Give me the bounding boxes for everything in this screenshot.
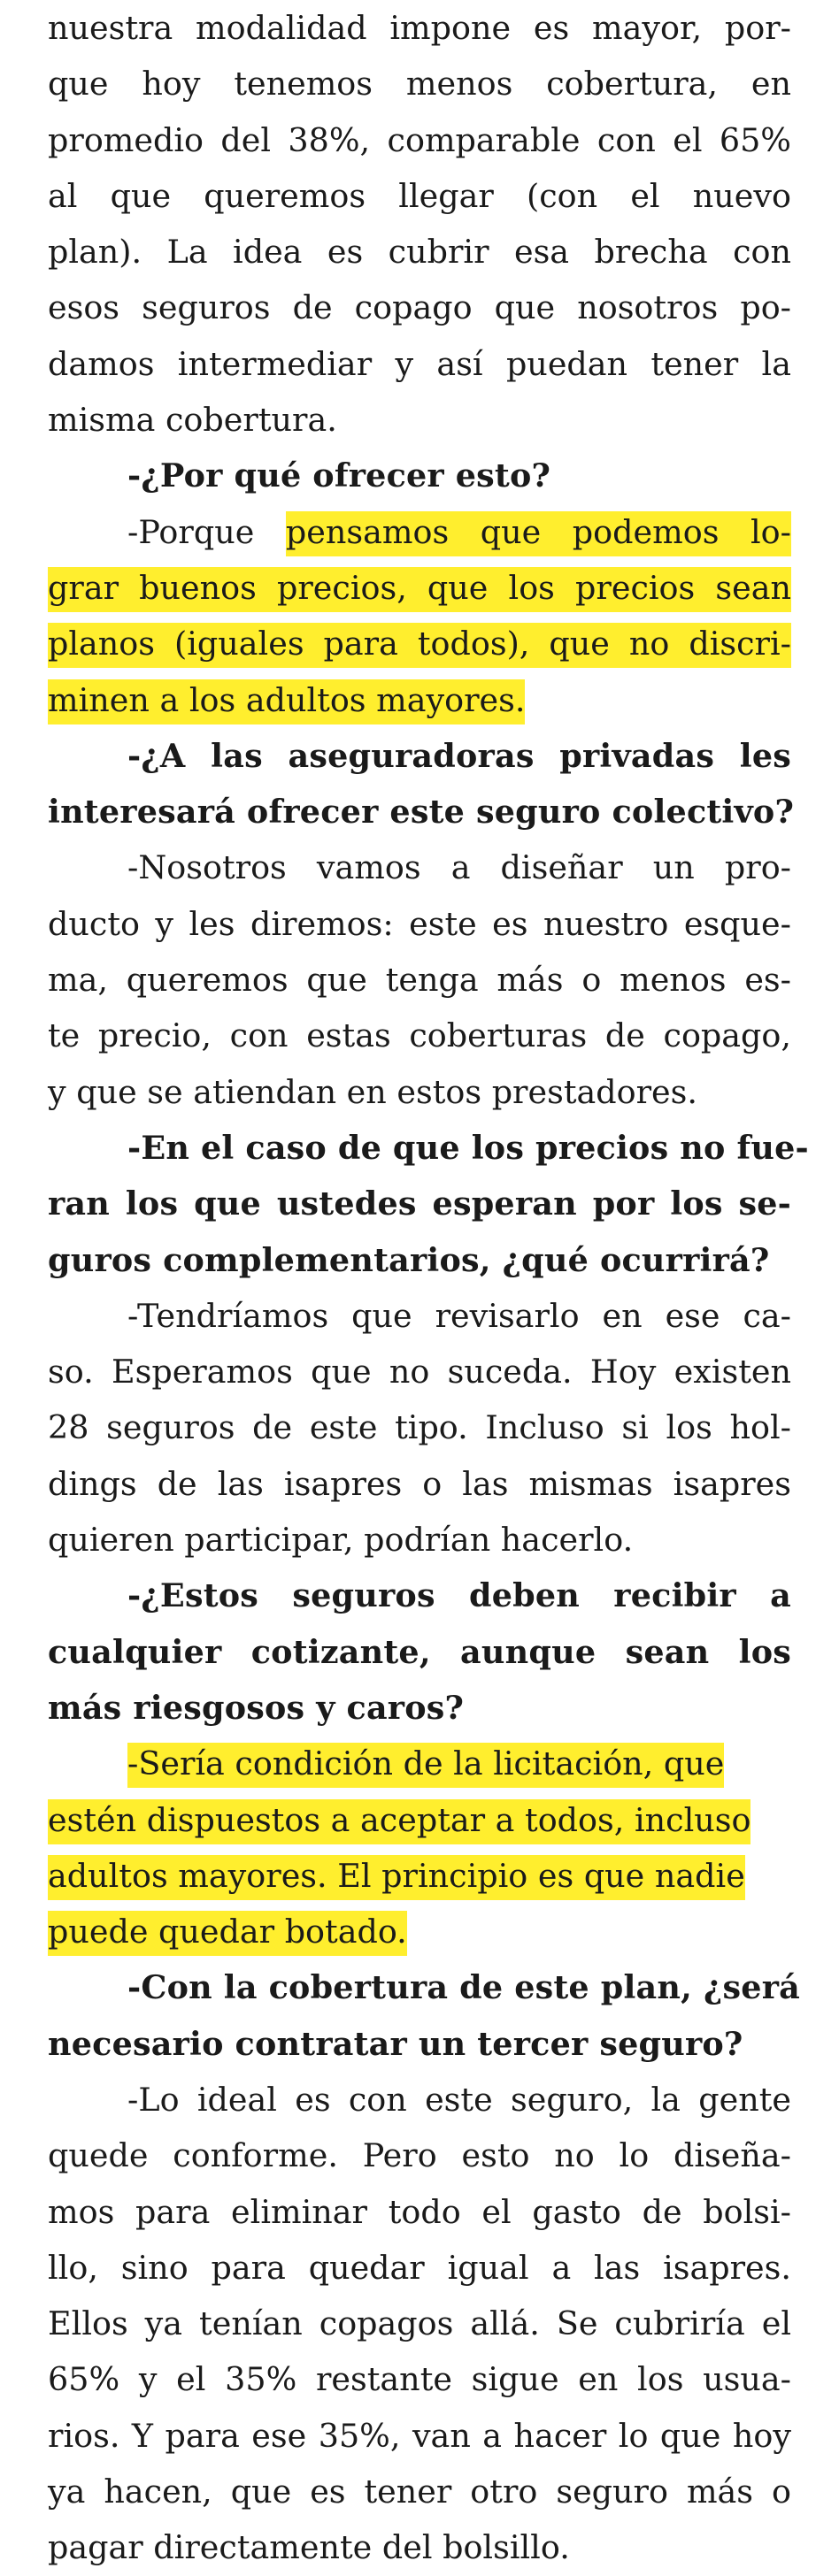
question-5 <box>48 1959 800 2072</box>
text-line <box>48 1904 791 1959</box>
text-line: 28 seguros de este tipo. Incluso si los hol- <box>48 1408 791 1447</box>
question-1 <box>48 448 791 503</box>
highlighted-text: planos (iguales para todos), que no discri- <box>48 623 791 668</box>
answer-3 <box>48 1288 791 1568</box>
answer-5 <box>48 2072 791 2576</box>
text-line: 65% y el 35% restante sigue en los usua- <box>48 2360 791 2399</box>
highlighted-text: grar buenos precios, que los precios sean <box>48 567 791 612</box>
text-line: dings de las isapres o las mismas isapres <box>48 1464 791 1503</box>
question-2 <box>48 728 795 840</box>
text-line: -Nosotros vamos a diseñar un pro- <box>127 848 791 887</box>
text-line <box>48 1792 791 1848</box>
highlighted-text: estén dispuestos a aceptar a todos, incluso <box>48 1799 750 1844</box>
highlighted-text: adultos mayores. El principio es que nadie <box>48 1855 745 1900</box>
text-line: al que queremos llegar (con el nuevo <box>48 176 791 215</box>
text-line <box>48 672 791 728</box>
question-line: necesario contratar un tercer seguro? <box>48 2024 743 2063</box>
answer-4 <box>48 1736 791 1959</box>
highlighted-text: minen a los adultos mayores. <box>48 679 525 724</box>
highlighted-text: puede quedar botado. <box>48 1911 407 1956</box>
answer-1 <box>48 504 791 728</box>
text-line: Ellos ya tenían copagos allá. Se cubriría el <box>48 2304 791 2343</box>
text-line: que hoy tenemos menos cobertura, en <box>48 65 791 104</box>
text-line: rios. Y para ese 35%, van a hacer lo que hoy <box>48 2416 791 2455</box>
question-line: -En el caso de que los precios no fue- <box>127 1128 809 1167</box>
question-3 <box>48 1120 809 1288</box>
highlighted-text: -Sería condición de la licitación, que <box>127 1743 724 1788</box>
text-line: ya hacen, que es tener otro seguro más o <box>48 2472 791 2511</box>
intro-paragraph <box>48 0 791 448</box>
text-line: damos intermediar y así puedan tener la <box>48 344 791 383</box>
answer-2 <box>48 840 791 1119</box>
question-line: ran los que ustedes esperan por los se- <box>48 1184 791 1223</box>
text-line: misma cobertura. <box>48 401 337 440</box>
text-line: plan). La idea es cubrir esa brecha con <box>48 233 791 272</box>
text-line <box>48 560 791 616</box>
text-line: ma, queremos que tenga más o menos es- <box>48 961 791 1000</box>
text-line: nuestra modalidad impone es mayor, por- <box>48 9 791 47</box>
highlighted-text: pensamos que podemos lo- <box>286 511 791 556</box>
text-line: mos para eliminar todo el gasto de bolsi- <box>48 2192 791 2231</box>
question-line: -¿A las aseguradoras privadas les <box>127 736 791 775</box>
text-line: promedio del 38%, comparable con el 65% <box>48 120 791 159</box>
text-line: -Lo ideal es con este seguro, la gente <box>127 2080 791 2119</box>
text-line: llo, sino para quedar igual a las isapres. <box>48 2248 791 2287</box>
question-line: guros complementarios, ¿qué ocurrirá? <box>48 1240 770 1279</box>
text-line: quieren participar, podrían hacerlo. <box>48 1521 634 1560</box>
question-line: -¿Estos seguros deben recibir a <box>127 1576 791 1615</box>
text-segment: -Porque <box>127 512 286 551</box>
text-line: esos seguros de copago que nosotros po- <box>48 288 791 327</box>
text-line: so. Esperamos que no suceda. Hoy existen <box>48 1353 791 1392</box>
text-line: -Tendríamos que revisarlo en ese ca- <box>127 1296 791 1335</box>
text-line <box>48 616 791 671</box>
text-line: quede conforme. Pero esto no lo diseña- <box>48 2136 791 2175</box>
text-line <box>48 1848 791 1904</box>
text-line <box>48 1736 791 1791</box>
text-line: y que se atiendan en estos prestadores. <box>48 1072 697 1111</box>
question-line: -¿Por qué ofrecer esto? <box>127 456 551 495</box>
text-line: ducto y les diremos: este es nuestro esque- <box>48 904 791 943</box>
question-line: cualquier cotizante, aunque sean los <box>48 1632 791 1671</box>
question-line: interesará ofrecer este seguro colectivo? <box>48 793 795 832</box>
text-line: pagar directamente del bolsillo. <box>48 2528 570 2567</box>
text-line: te precio, con estas coberturas de copago, <box>48 1016 791 1055</box>
question-4 <box>48 1568 791 1736</box>
question-line: más riesgosos y caros? <box>48 1688 465 1727</box>
article-column <box>48 0 809 2576</box>
text-line <box>48 504 791 560</box>
question-line: -Con la cobertura de este plan, ¿será <box>127 1968 800 2007</box>
